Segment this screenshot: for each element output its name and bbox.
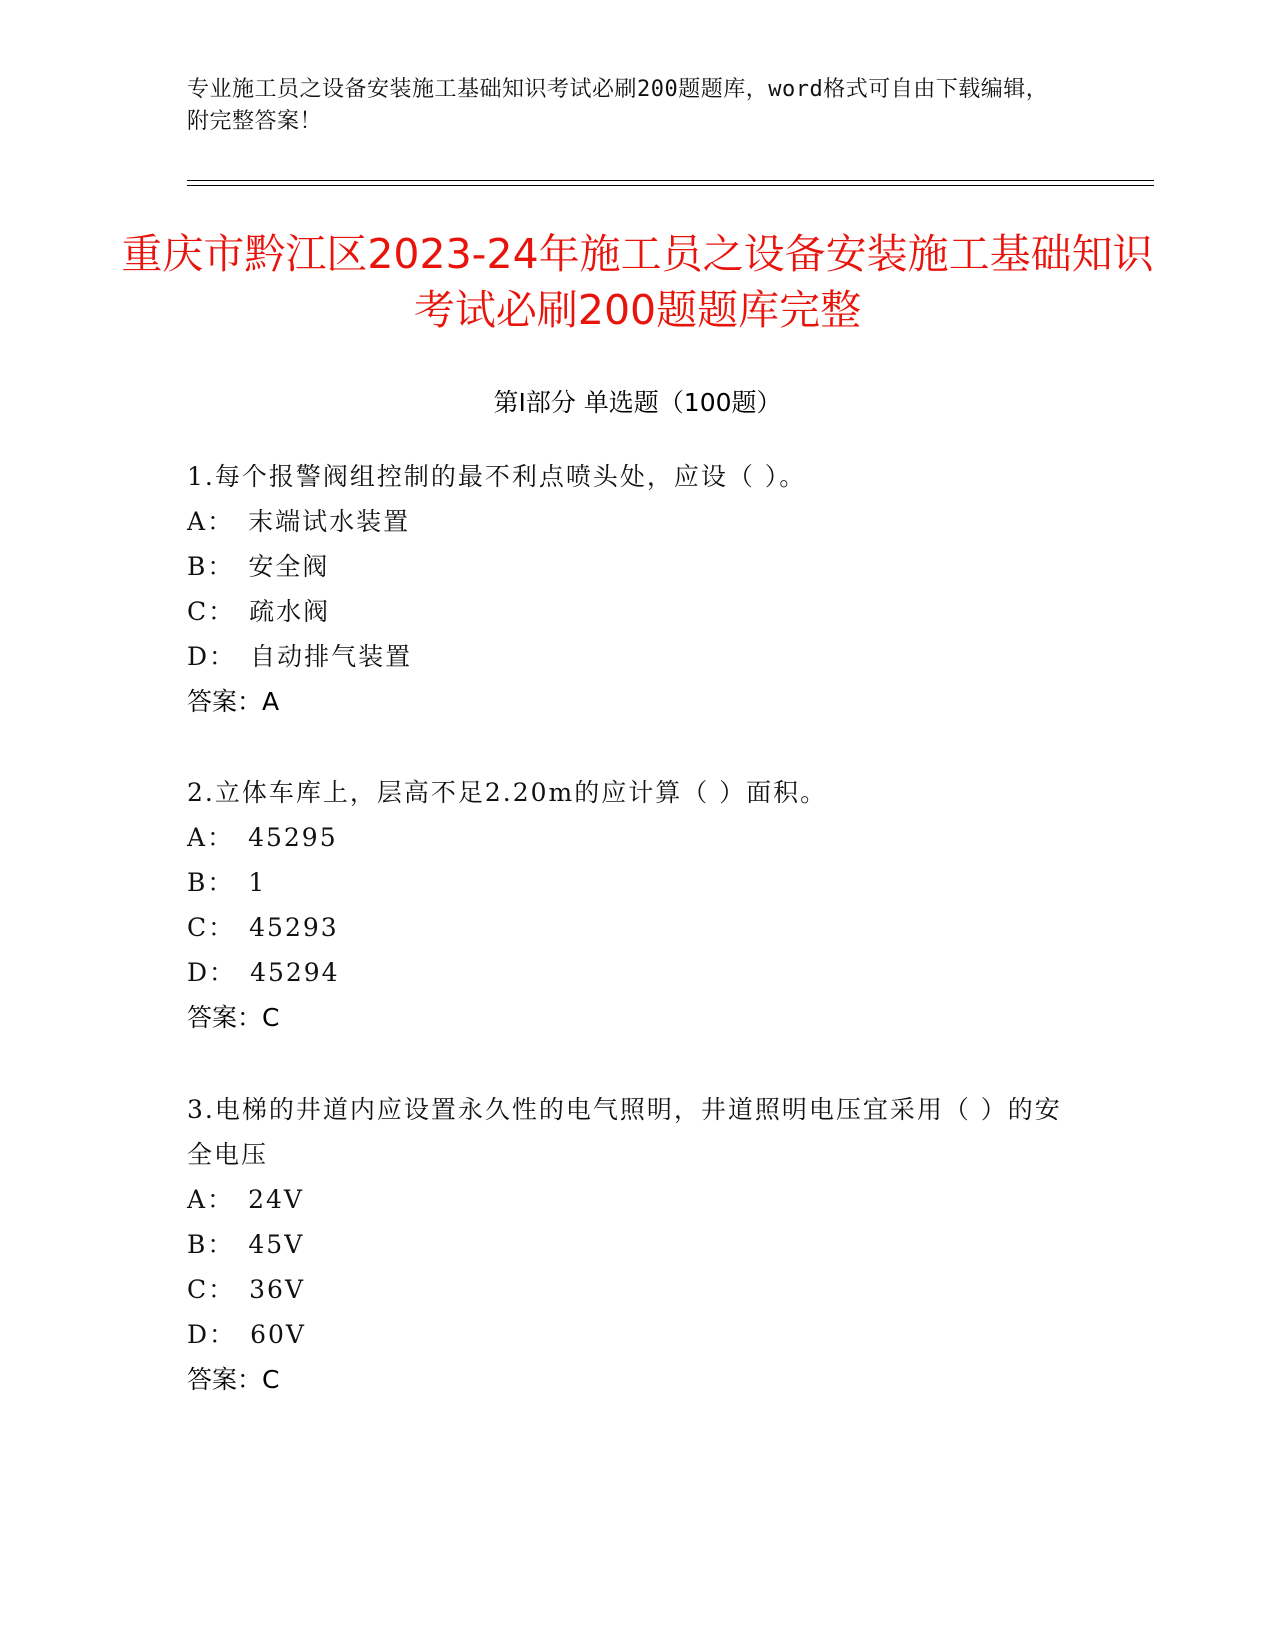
- option-separator: ：: [208, 597, 236, 626]
- option-text: 安全阀: [248, 552, 330, 581]
- section-title: 第I部分 单选题（100题）: [493, 388, 782, 417]
- answer-line: 答案：C: [187, 1365, 280, 1394]
- option-separator: ：: [207, 552, 235, 581]
- option-key: B: [187, 552, 208, 581]
- option-b: [187, 1222, 1067, 1267]
- option-key: A: [187, 1185, 208, 1214]
- option-text: 1: [248, 868, 267, 897]
- option-key: A: [187, 823, 208, 852]
- option-a: [187, 1177, 1067, 1222]
- option-d: [187, 1312, 1067, 1357]
- option-key: D: [187, 958, 210, 987]
- question-2: [187, 770, 1067, 1040]
- option-separator: ：: [208, 913, 236, 942]
- option-separator: ：: [209, 642, 237, 671]
- option-text: 45293: [249, 913, 339, 942]
- option-text: 45294: [250, 958, 340, 987]
- option-separator: ：: [208, 1275, 236, 1304]
- option-text: 疏水阀: [249, 597, 331, 626]
- option-a: [187, 499, 1067, 544]
- question-1: [187, 454, 1067, 724]
- header-note: 专业施工员之设备安装施工基础知识考试必刷200题题库，word格式可自由下载编辑，附完整答案！: [187, 77, 1049, 134]
- option-text: 末端试水装置: [248, 507, 411, 536]
- option-text: 36V: [249, 1275, 306, 1304]
- option-text: 45V: [248, 1230, 305, 1259]
- answer-line: 答案：A: [187, 687, 280, 716]
- option-c: [187, 589, 1067, 634]
- option-c: [187, 905, 1067, 950]
- option-separator: ：: [207, 1230, 235, 1259]
- option-c: [187, 1267, 1067, 1312]
- option-b: [187, 544, 1067, 589]
- option-separator: ：: [207, 1185, 235, 1214]
- option-key: B: [187, 1230, 208, 1259]
- option-key: A: [187, 507, 208, 536]
- answer-line: 答案：C: [187, 1003, 280, 1032]
- option-text: 45295: [248, 823, 338, 852]
- option-d: [187, 634, 1067, 679]
- option-key: B: [187, 868, 208, 897]
- option-b: [187, 860, 1067, 905]
- option-separator: ：: [207, 507, 235, 536]
- question-3: [187, 1087, 1067, 1402]
- option-a: [187, 815, 1067, 860]
- question-stem: 3.电梯的井道内应设置永久性的电气照明，井道照明电压宜采用（ ）的安全电压: [187, 1095, 1062, 1169]
- option-text: 24V: [248, 1185, 304, 1214]
- option-separator: ：: [209, 958, 237, 987]
- option-separator: ：: [209, 1320, 237, 1349]
- header-divider: [187, 180, 1154, 186]
- option-key: C: [187, 913, 209, 942]
- option-key: C: [187, 597, 209, 626]
- option-key: D: [187, 642, 210, 671]
- option-text: 60V: [250, 1320, 306, 1349]
- question-stem: 1.每个报警阀组控制的最不利点喷头处，应设（ ）。: [187, 462, 807, 491]
- option-d: [187, 950, 1067, 995]
- option-separator: ：: [207, 823, 235, 852]
- document-title: 重庆市黔江区2023-24年施工员之设备安装施工基础知识考试必刷200题题库完整: [121, 230, 1154, 334]
- option-separator: ：: [207, 868, 235, 897]
- question-stem: 2.立体车库上，层高不足2.20m的应计算（ ）面积。: [187, 778, 828, 807]
- option-text: 自动排气装置: [250, 642, 413, 671]
- option-key: C: [187, 1275, 209, 1304]
- option-key: D: [187, 1320, 210, 1349]
